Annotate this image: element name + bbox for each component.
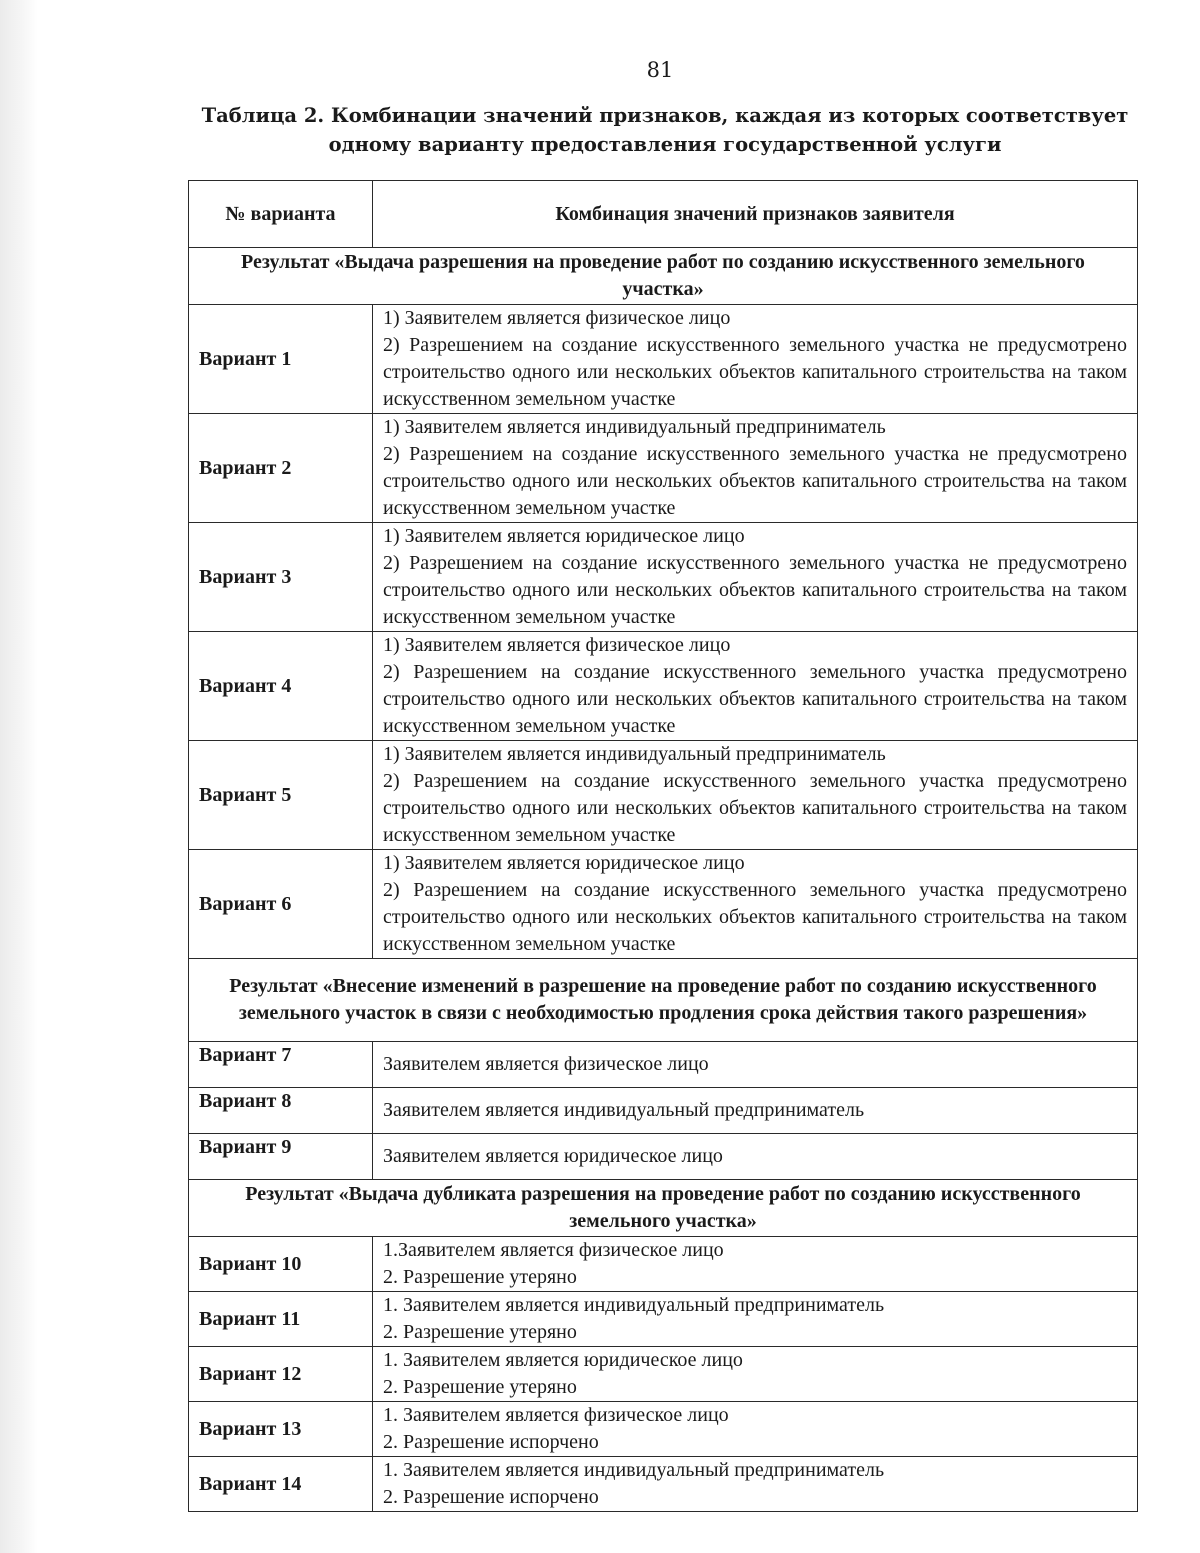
variant-conditions: [373, 305, 1138, 414]
table-row: [189, 523, 1138, 632]
table-row: [189, 1088, 1138, 1134]
variant-number: Вариант 5: [189, 741, 373, 850]
condition-line: Заявителем является индивидуальный предприниматель: [383, 1099, 865, 1121]
result-group-row: [189, 1180, 1138, 1237]
condition-line: 2) Разрешением на создание искусственного земельного участка предусмотрено строительство одного или нескольких объектов капитального строительства на таком искусственном земельном участке: [383, 879, 1127, 955]
variant-conditions: [373, 632, 1138, 741]
result-group-title: Результат «Выдача разрешения на проведение работ по созданию искусственного земельного участка»: [189, 248, 1138, 305]
condition-line: 1. Заявителем является индивидуальный предприниматель: [383, 1459, 885, 1481]
condition-line: 1) Заявителем является юридическое лицо: [383, 525, 745, 547]
table-row: [189, 632, 1138, 741]
table-row: [189, 414, 1138, 523]
variant-conditions: [373, 523, 1138, 632]
table-header-row: [189, 181, 1138, 248]
condition-line: 2) Разрешением на создание искусственного земельного участка предусмотрено строительство одного или нескольких объектов капитального строительства на таком искусственном земельном участке: [383, 770, 1127, 846]
table-row: [189, 1347, 1138, 1402]
condition-line: Заявителем является физическое лицо: [383, 1053, 709, 1075]
header-combination: Комбинация значений признаков заявителя: [373, 181, 1138, 248]
variant-number: Вариант 2: [189, 414, 373, 523]
result-group-row: [189, 959, 1138, 1042]
condition-line: 1) Заявителем является индивидуальный предприниматель: [383, 416, 886, 438]
variant-number: Вариант 3: [189, 523, 373, 632]
condition-line: 2) Разрешением на создание искусственного земельного участка не предусмотрено строительство одного или нескольких объектов капитального строительства на таком искусственном земельном участке: [383, 443, 1127, 519]
condition-line: 1. Заявителем является физическое лицо: [383, 1404, 729, 1426]
variant-conditions: [373, 1134, 1138, 1180]
variant-number: Вариант 4: [189, 632, 373, 741]
result-group-row: [189, 248, 1138, 305]
result-group-title: Результат «Внесение изменений в разрешение на проведение работ по созданию искусственного земельного участок в связи с необходимостью продления срока действия такого разрешения»: [189, 959, 1138, 1042]
table-row: [189, 1134, 1138, 1180]
table-row: [189, 850, 1138, 959]
condition-line: 1. Заявителем является индивидуальный предприниматель: [383, 1294, 885, 1316]
variant-number: Вариант 1: [189, 305, 373, 414]
result-group-title: Результат «Выдача дубликата разрешения на проведение работ по созданию искусственного земельного участка»: [189, 1180, 1138, 1237]
condition-line: 1) Заявителем является юридическое лицо: [383, 852, 745, 874]
variant-conditions: [373, 1292, 1138, 1347]
variant-number: Вариант 7: [189, 1042, 373, 1088]
condition-line: 2. Разрешение утеряно: [383, 1376, 577, 1398]
condition-line: 1. Заявителем является юридическое лицо: [383, 1349, 743, 1371]
variant-conditions: [373, 1237, 1138, 1292]
variant-number: Вариант 10: [189, 1237, 373, 1292]
variant-number: Вариант 8: [189, 1088, 373, 1134]
condition-line: 2. Разрешение испорчено: [383, 1486, 599, 1508]
page-number: 81: [646, 58, 674, 82]
variant-number: Вариант 9: [189, 1134, 373, 1180]
table-row: [189, 1402, 1138, 1457]
condition-line: 2. Разрешение испорчено: [383, 1431, 599, 1453]
scan-edge-shadow: [0, 0, 38, 1553]
condition-line: 1) Заявителем является физическое лицо: [383, 634, 731, 656]
variant-number: Вариант 11: [189, 1292, 373, 1347]
condition-line: 2) Разрешением на создание искусственного земельного участка не предусмотрено строительство одного или нескольких объектов капитального строительства на таком искусственном земельном участке: [383, 552, 1127, 628]
table-row: [189, 1042, 1138, 1088]
variant-conditions: [373, 1457, 1138, 1512]
condition-line: 2. Разрешение утеряно: [383, 1321, 577, 1343]
variant-number: Вариант 13: [189, 1402, 373, 1457]
table-row: [189, 1237, 1138, 1292]
variant-conditions: [373, 1088, 1138, 1134]
variant-number: Вариант 12: [189, 1347, 373, 1402]
table-row: [189, 305, 1138, 414]
condition-line: 2) Разрешением на создание искусственного земельного участка не предусмотрено строительство одного или нескольких объектов капитального строительства на таком искусственном земельном участке: [383, 334, 1127, 410]
table-caption: Таблица 2. Комбинации значений признаков, каждая из которых соответствует одному варианту предоставления государственной услуги: [201, 104, 1129, 156]
table-row: [189, 741, 1138, 850]
condition-line: 2. Разрешение утеряно: [383, 1266, 577, 1288]
condition-line: Заявителем является юридическое лицо: [383, 1145, 723, 1167]
variant-conditions: [373, 414, 1138, 523]
variant-number: Вариант 6: [189, 850, 373, 959]
table-row: [189, 1292, 1138, 1347]
header-variant-number: № варианта: [189, 181, 373, 248]
variant-conditions: [373, 1347, 1138, 1402]
condition-line: 1) Заявителем является индивидуальный предприниматель: [383, 743, 886, 765]
variant-conditions: [373, 1402, 1138, 1457]
variant-conditions: [373, 1042, 1138, 1088]
condition-line: 1.Заявителем является физическое лицо: [383, 1239, 724, 1261]
variant-conditions: [373, 741, 1138, 850]
table-row: [189, 1457, 1138, 1512]
condition-line: 2) Разрешением на создание искусственного земельного участка предусмотрено строительство одного или нескольких объектов капитального строительства на таком искусственном земельном участке: [383, 661, 1127, 737]
variant-conditions: [373, 850, 1138, 959]
variant-number: Вариант 14: [189, 1457, 373, 1512]
variants-table: [188, 180, 1138, 1512]
condition-line: 1) Заявителем является физическое лицо: [383, 307, 731, 329]
